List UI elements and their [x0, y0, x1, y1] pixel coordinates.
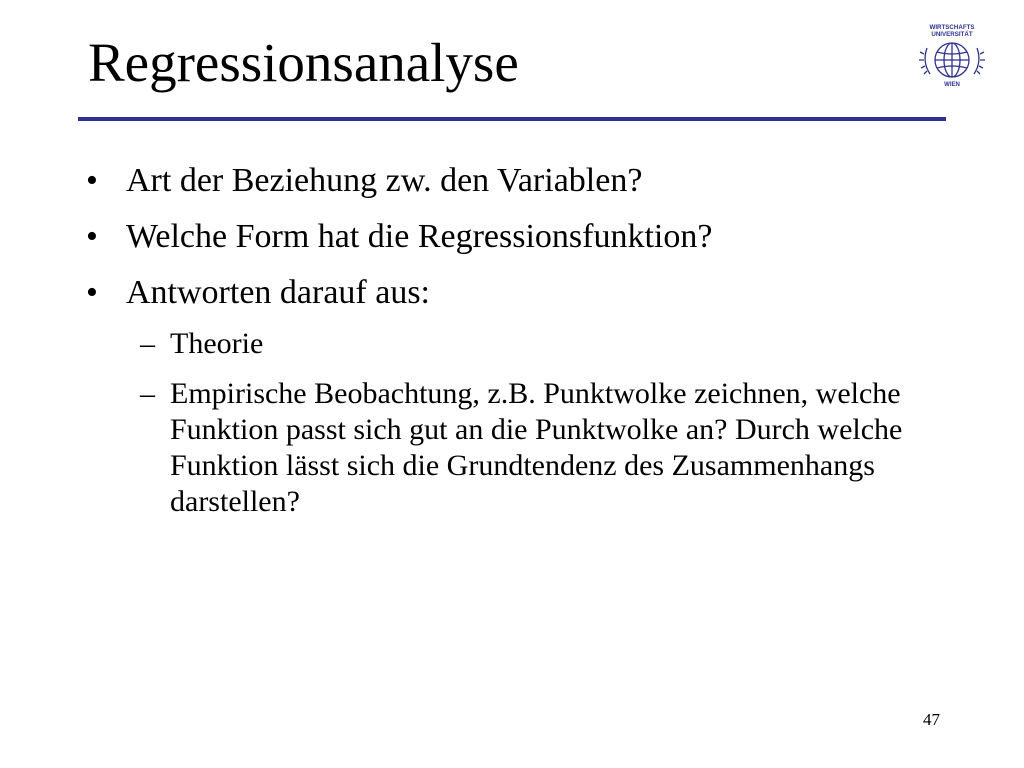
wu-wien-seal-icon — [916, 18, 988, 90]
sub-bullet-marker: – — [140, 327, 155, 360]
page-number: 47 — [923, 710, 940, 729]
bullet-text: Welche Form hat die Regressionsfunktion? — [126, 218, 713, 255]
sub-bullet-item — [86, 326, 956, 362]
bullet-item — [86, 160, 956, 202]
bullet-marker: • — [86, 218, 98, 255]
logo-text-mid: UNIVERSITÄT — [931, 31, 973, 38]
bullet-text: Art der Beziehung zw. den Variablen? — [126, 162, 643, 199]
logo-text-top: WIRTSCHAFTS — [929, 24, 975, 31]
bullet-marker: • — [86, 274, 98, 311]
bullet-item — [86, 216, 956, 258]
bullet-list — [86, 160, 956, 534]
bullet-marker: • — [86, 162, 98, 199]
sub-bullet-text: Empirische Beobachtung, z.B. Punktwolke zeichnen, welche Funktion passt sich gut an die Punktwolke an? Durch welche Funktion lässt sich die Grundtendenz des Zusammenhangs darstellen? — [170, 377, 903, 518]
sub-bullet-item — [86, 376, 940, 520]
title-underline — [78, 117, 946, 121]
bullet-item — [86, 272, 956, 314]
logo-text-bottom: WIEN — [944, 82, 960, 88]
sub-bullet-text: Theorie — [170, 327, 264, 360]
bullet-text: Antworten darauf aus: — [126, 274, 431, 311]
sub-bullet-marker: – — [140, 377, 155, 410]
slide-title: Regressionsanalyse — [88, 32, 519, 93]
